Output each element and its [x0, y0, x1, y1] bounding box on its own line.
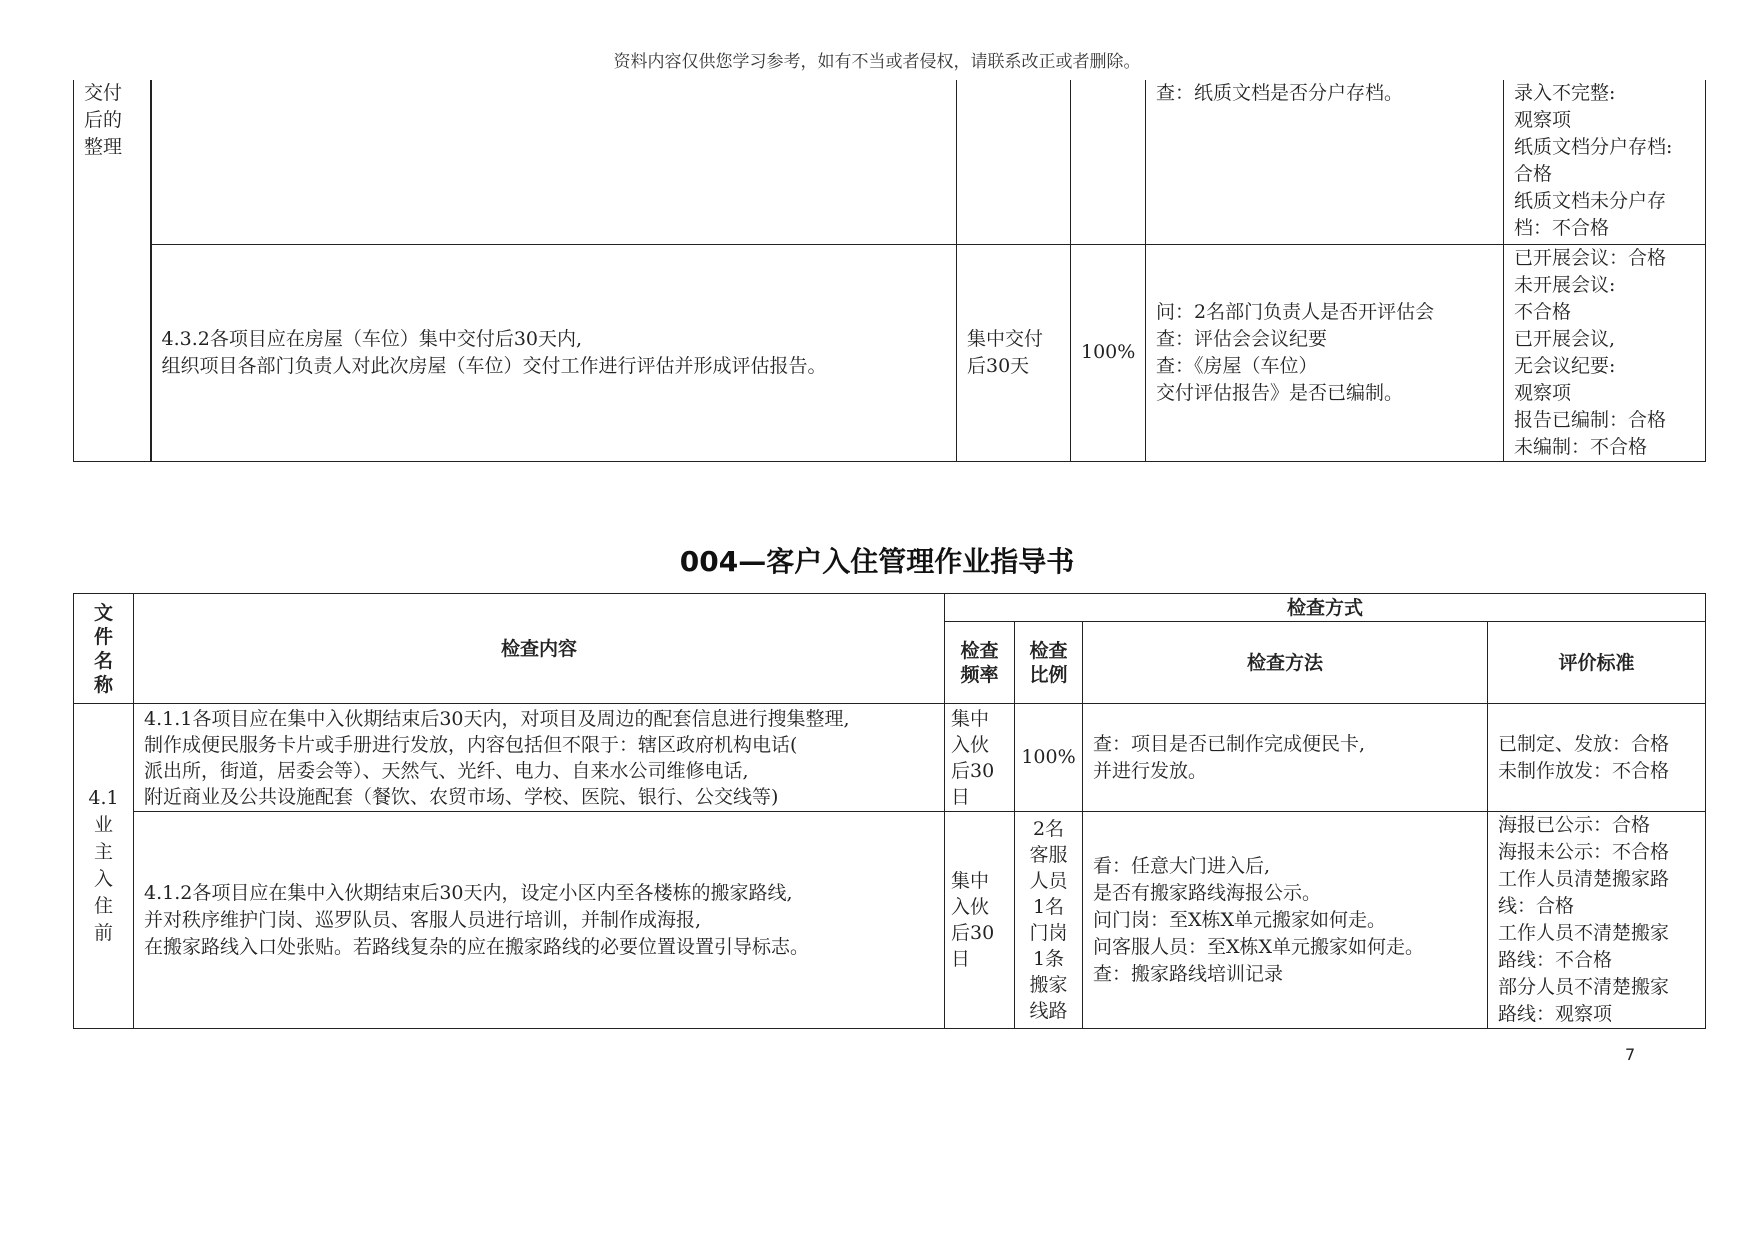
- method-cell: 问：2名部门负责人是否开评估会 查：评估会会议纪要 查：《房屋（车位） 交付评估报告》是否已编制。: [1146, 244, 1504, 461]
- inspection-table: [73, 593, 1706, 1029]
- header-ratio: 检查 比例: [1015, 622, 1083, 704]
- section-label-cell: 4.1 业 主 入 住 前: [74, 704, 134, 1029]
- frequency-cell: 集中交付 后30天: [957, 244, 1071, 461]
- ratio-cell: 100%: [1015, 704, 1083, 812]
- method-cell: 看：任意大门进入后, 是否有搬家路线海报公示。 问门岗：至X栋X单元搬家如何走。 问客服人员：至X栋X单元搬家如何走。 查：搬家路线培训记录: [1083, 812, 1488, 1029]
- standard-cell: 已开展会议：合格 未开展会议: 不合格 已开展会议, 无会议纪要: 观察项 报告已编制：合格 未编制：不合格: [1504, 244, 1706, 461]
- header-standard: 评价标准: [1488, 622, 1706, 704]
- content-cell: 4.3.2各项目应在房屋（车位）集中交付后30天内, 组织项目各部门负责人对此次房屋（车位）交付工作进行评估并形成评估报告。: [151, 244, 957, 461]
- page-number: 7: [1625, 1045, 1636, 1064]
- table-row: [74, 704, 1706, 812]
- content-cell: 4.1.1各项目应在集中入伙期结束后30天内，对项目及周边的配套信息进行搜集整理, 制作成便民服务卡片或手册进行发放，内容包括但不限于：辖区政府机构电话( 派出所，街道，居委会等）、天然气、光纤、电力、自来水公司维修电话, 附近商业及公共设施配套（餐饮、农贸市场、学校、医院、银行、公交线等): [134, 704, 945, 812]
- section-label-cell: 交付 后的 整理: [74, 80, 151, 461]
- standard-cell: 海报已公示：合格 海报未公示：不合格 工作人员清楚搬家路 线：合格 工作人员不清楚搬家 路线：不合格 部分人员不清楚搬家 路线：观察项: [1488, 812, 1706, 1029]
- method-cell: 查：纸质文档是否分户存档。: [1146, 80, 1504, 244]
- document-title: 004—客户入住管理作业指导书: [679, 545, 1075, 578]
- disclaimer-notice: 资料内容仅供您学习参考，如有不当或者侵权，请联系改正或者删除。: [613, 52, 1141, 72]
- standard-cell: 已制定、发放：合格 未制作放发：不合格: [1488, 704, 1706, 812]
- frequency-cell-empty: [957, 80, 1071, 244]
- table-row: [74, 812, 1706, 1029]
- standard-cell: 录入不完整: 观察项 纸质文档分户存档: 合格 纸质文档未分户存 档：不合格: [1504, 80, 1706, 244]
- ratio-cell: 100%: [1071, 244, 1146, 461]
- header-file-name: 文 件 名 称: [74, 594, 134, 704]
- frequency-cell: 集中 入伙 后30 日: [945, 812, 1015, 1029]
- method-cell: 查：项目是否已制作完成便民卡, 并进行发放。: [1083, 704, 1488, 812]
- inspection-table-continued: [73, 80, 1706, 462]
- ratio-cell: 2名 客服 人员 1名 门岗 1条 搬家 线路: [1015, 812, 1083, 1029]
- header-content: 检查内容: [134, 594, 945, 704]
- header-method: 检查方法: [1083, 622, 1488, 704]
- content-cell: 4.1.2各项目应在集中入伙期结束后30天内，设定小区内至各楼栋的搬家路线, 并对秩序维护门岗、巡罗队员、客服人员进行培训，并制作成海报, 在搬家路线入口处张贴。若路线复杂的应在搬家路线的必要位置设置引导标志。: [134, 812, 945, 1029]
- content-cell-empty: [151, 80, 957, 244]
- header-frequency: 检查 频率: [945, 622, 1015, 704]
- header-method-group: 检查方式: [945, 594, 1706, 622]
- ratio-cell-empty: [1071, 80, 1146, 244]
- frequency-cell: 集中 入伙 后30 日: [945, 704, 1015, 812]
